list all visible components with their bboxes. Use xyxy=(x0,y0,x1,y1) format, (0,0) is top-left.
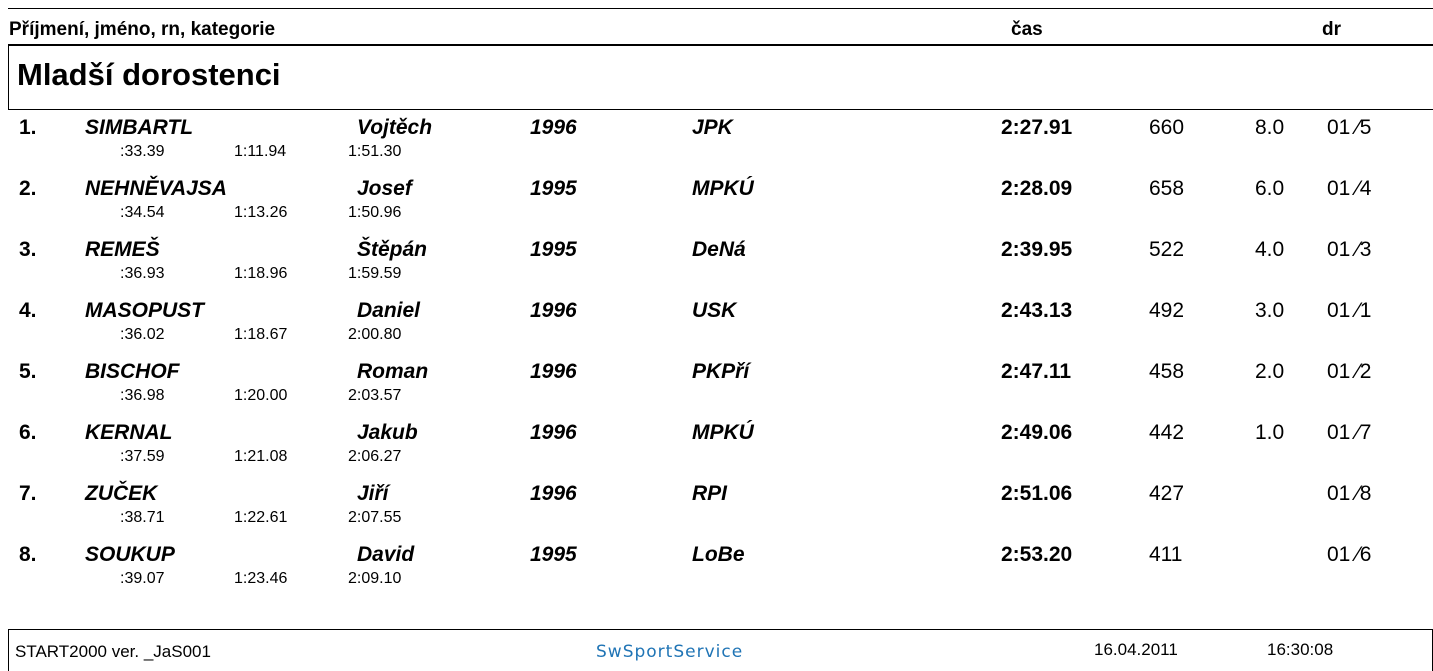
split-time: :33.39 xyxy=(120,143,165,160)
surname: REMEŠ xyxy=(85,238,160,261)
final-time: 2:47.11 xyxy=(1001,360,1072,383)
heat-lane: 01 ⁄4 xyxy=(1327,177,1372,200)
rank: 5. xyxy=(19,360,37,383)
table-row xyxy=(0,171,1433,232)
table-row xyxy=(0,354,1433,415)
split-time: 1:11.94 xyxy=(234,143,287,160)
heat-lane: 01 ⁄5 xyxy=(1327,116,1372,139)
surname: NEHNĚVAJSA xyxy=(85,177,227,200)
split-time: 1:13.26 xyxy=(234,204,288,221)
club: MPKÚ xyxy=(692,177,754,200)
split-time: 1:21.08 xyxy=(234,448,288,465)
table-row xyxy=(0,232,1433,293)
column-header-dr: dr xyxy=(1322,19,1341,40)
birth-year: 1996 xyxy=(530,116,577,139)
footer-date: 16.04.2011 xyxy=(1094,640,1178,659)
heat-lane: 01 ⁄8 xyxy=(1327,482,1372,505)
birth-year: 1995 xyxy=(530,177,577,200)
column-header-name: Příjmení, jméno, rn, kategorie xyxy=(9,19,276,40)
first-name: Štěpán xyxy=(357,238,428,261)
points: 427 xyxy=(1149,482,1185,505)
table-row xyxy=(0,110,1433,171)
points: 458 xyxy=(1149,360,1185,383)
split-time: :39.07 xyxy=(120,570,165,587)
category-section xyxy=(8,46,1433,110)
points: 660 xyxy=(1149,116,1185,139)
table-row xyxy=(0,293,1433,354)
first-name: Daniel xyxy=(357,299,421,322)
final-time: 2:39.95 xyxy=(1001,238,1073,261)
heat-lane: 01 ⁄6 xyxy=(1327,543,1372,566)
split-time: 1:22.61 xyxy=(234,509,288,526)
table-header xyxy=(0,0,1433,46)
club: USK xyxy=(692,299,737,322)
rank: 3. xyxy=(19,238,37,261)
split-time: 1:18.96 xyxy=(234,265,288,282)
split-time: 2:07.55 xyxy=(348,509,402,526)
split-time: 1:23.46 xyxy=(234,570,288,587)
split-time: 1:20.00 xyxy=(234,387,288,404)
heat-lane: 01 ⁄2 xyxy=(1327,360,1372,383)
points: 442 xyxy=(1149,421,1185,444)
surname: SOUKUP xyxy=(85,543,175,566)
rank: 6. xyxy=(19,421,37,444)
split-time: :37.59 xyxy=(120,448,165,465)
results-list xyxy=(0,110,1433,598)
final-time: 2:43.13 xyxy=(1001,299,1073,322)
swsportservice-logo: SwSportService xyxy=(596,642,744,662)
rank: 1. xyxy=(19,116,37,139)
split-time: 1:18.67 xyxy=(234,326,288,343)
birth-year: 1995 xyxy=(530,238,577,261)
split-time: 1:51.30 xyxy=(348,143,402,160)
surname: ZUČEK xyxy=(85,482,158,505)
surname: SIMBARTL xyxy=(85,116,194,139)
split-time: 2:09.10 xyxy=(348,570,402,587)
final-time: 2:49.06 xyxy=(1001,421,1073,444)
bonus-points: 3.0 xyxy=(1255,299,1285,322)
birth-year: 1995 xyxy=(530,543,577,566)
birth-year: 1996 xyxy=(530,360,577,383)
club: LoBe xyxy=(692,543,745,566)
category-title: Mladší dorostenci xyxy=(17,57,281,92)
club: PKPří xyxy=(692,360,750,383)
points: 522 xyxy=(1149,238,1185,261)
heat-lane: 01 ⁄3 xyxy=(1327,238,1372,261)
points: 492 xyxy=(1149,299,1185,322)
bonus-points: 8.0 xyxy=(1255,116,1285,139)
bonus-points: 1.0 xyxy=(1255,421,1285,444)
table-row xyxy=(0,415,1433,476)
rank: 2. xyxy=(19,177,37,200)
bonus-points: 6.0 xyxy=(1255,177,1285,200)
split-time: :36.98 xyxy=(120,387,165,404)
first-name: David xyxy=(357,543,415,566)
club: JPK xyxy=(692,116,733,139)
final-time: 2:28.09 xyxy=(1001,177,1073,200)
header-top-rule xyxy=(8,8,1433,9)
points: 658 xyxy=(1149,177,1185,200)
split-time: :36.93 xyxy=(120,265,165,282)
split-time: 2:06.27 xyxy=(348,448,402,465)
club: DeNá xyxy=(692,238,746,261)
bonus-points: 2.0 xyxy=(1255,360,1285,383)
first-name: Roman xyxy=(357,360,429,383)
surname: BISCHOF xyxy=(85,360,180,383)
page-footer xyxy=(8,629,1433,671)
split-time: 1:59.59 xyxy=(348,265,402,282)
surname: KERNAL xyxy=(85,421,173,444)
rank: 7. xyxy=(19,482,37,505)
footer-time: 16:30:08 xyxy=(1267,640,1334,659)
split-time: :36.02 xyxy=(120,326,165,343)
heat-lane: 01 ⁄1 xyxy=(1327,299,1372,322)
club: RPI xyxy=(692,482,728,505)
rank: 4. xyxy=(19,299,37,322)
birth-year: 1996 xyxy=(530,421,577,444)
surname: MASOPUST xyxy=(85,299,205,322)
table-row xyxy=(0,537,1433,598)
split-time: 1:50.96 xyxy=(348,204,402,221)
split-time: 2:00.80 xyxy=(348,326,402,343)
first-name: Vojtěch xyxy=(357,116,433,139)
first-name: Jakub xyxy=(357,421,418,444)
final-time: 2:51.06 xyxy=(1001,482,1073,505)
first-name: Josef xyxy=(357,177,412,200)
table-row xyxy=(0,476,1433,537)
column-header-time: čas xyxy=(1011,19,1043,40)
heat-lane: 01 ⁄7 xyxy=(1327,421,1372,444)
footer-version: START2000 ver. _JaS001 xyxy=(15,642,211,661)
final-time: 2:53.20 xyxy=(1001,543,1073,566)
bonus-points: 4.0 xyxy=(1255,238,1285,261)
split-time: :38.71 xyxy=(120,509,165,526)
final-time: 2:27.91 xyxy=(1001,116,1073,139)
birth-year: 1996 xyxy=(530,482,577,505)
rank: 8. xyxy=(19,543,37,566)
points: 411 xyxy=(1149,543,1183,566)
first-name: Jiří xyxy=(357,482,389,505)
birth-year: 1996 xyxy=(530,299,577,322)
split-time: :34.54 xyxy=(120,204,165,221)
club: MPKÚ xyxy=(692,421,754,444)
split-time: 2:03.57 xyxy=(348,387,402,404)
